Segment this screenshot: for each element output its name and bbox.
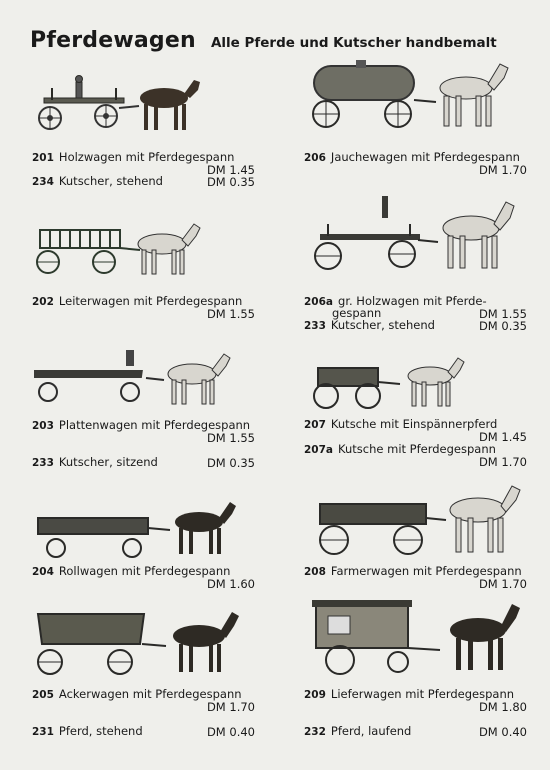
item-204-label: 204 Rollwagen mit Pferdegespann [32,564,231,578]
item-206a-label: 206a gr. Holzwagen mit Pferde- [304,294,487,308]
illustration-rollwagen [34,498,244,562]
item-231-label: 231 Pferd, stehend [32,724,143,738]
item-205-label: 205 Ackerwagen mit Pferdegespann [32,687,242,701]
item-233-price: DM 0.35 [206,456,255,470]
item-207-label: 207 Kutsche mit Einspännerpferd [304,417,498,431]
illustration-leiterwagen [34,218,204,280]
illustration-gr-holzwagen [306,194,521,278]
item-207a-price: DM 1.70 [478,455,527,469]
item-233b-price: DM 0.35 [478,319,527,333]
page-header [30,28,497,53]
illustration-ackerwagen [34,600,244,680]
item-209-label: 209 Lieferwagen mit Pferdegespann [304,687,515,701]
item-201-price: DM 1.45 [206,163,255,177]
item-209-price: DM 1.80 [478,700,527,714]
item-208-label: 208 Farmerwagen mit Pferdegespann [304,564,522,578]
illustration-kutsche [310,356,470,414]
item-205-price: DM 1.70 [206,700,255,714]
item-206-label: 206 Jauchewagen mit Pferdegespann [304,150,520,164]
illustration-holzwagen [34,68,204,136]
item-232-price: DM 0.40 [478,725,527,739]
item-232-label: 232 Pferd, laufend [304,724,412,738]
page-subtitle: Alle Pferde und Kutscher handbemalt [210,35,497,51]
item-201-label: 201 Holzwagen mit Pferdegespann [32,150,235,164]
illustration-farmerwagen [310,482,525,562]
item-202-price: DM 1.55 [206,307,255,321]
item-233b-label: 233 Kutscher, stehend [304,318,435,332]
item-202-label: 202 Leiterwagen mit Pferdegespann [32,294,243,308]
item-207-price: DM 1.45 [478,430,527,444]
item-204-price: DM 1.60 [206,577,255,591]
illustration-lieferwagen [310,596,525,680]
item-208-price: DM 1.70 [478,577,527,591]
item-231-price: DM 0.40 [206,725,255,739]
item-206a-label-line2: gespann [332,306,382,320]
item-203-price: DM 1.55 [206,431,255,445]
page-title: Pferdewagen [30,28,196,53]
item-206a-price: DM 1.55 [478,307,527,321]
item-234-price: DM 0.35 [206,175,255,189]
illustration-plattenwagen [34,348,244,410]
item-234-label: 234 Kutscher, stehend [32,174,163,188]
item-233-label: 233 Kutscher, sitzend [32,455,158,469]
item-207a-label: 207a Kutsche mit Pferdegespann [304,442,496,456]
illustration-jauchewagen [306,56,516,136]
item-206-price: DM 1.70 [478,163,527,177]
item-203-label: 203 Plattenwagen mit Pferdegespann [32,418,251,432]
